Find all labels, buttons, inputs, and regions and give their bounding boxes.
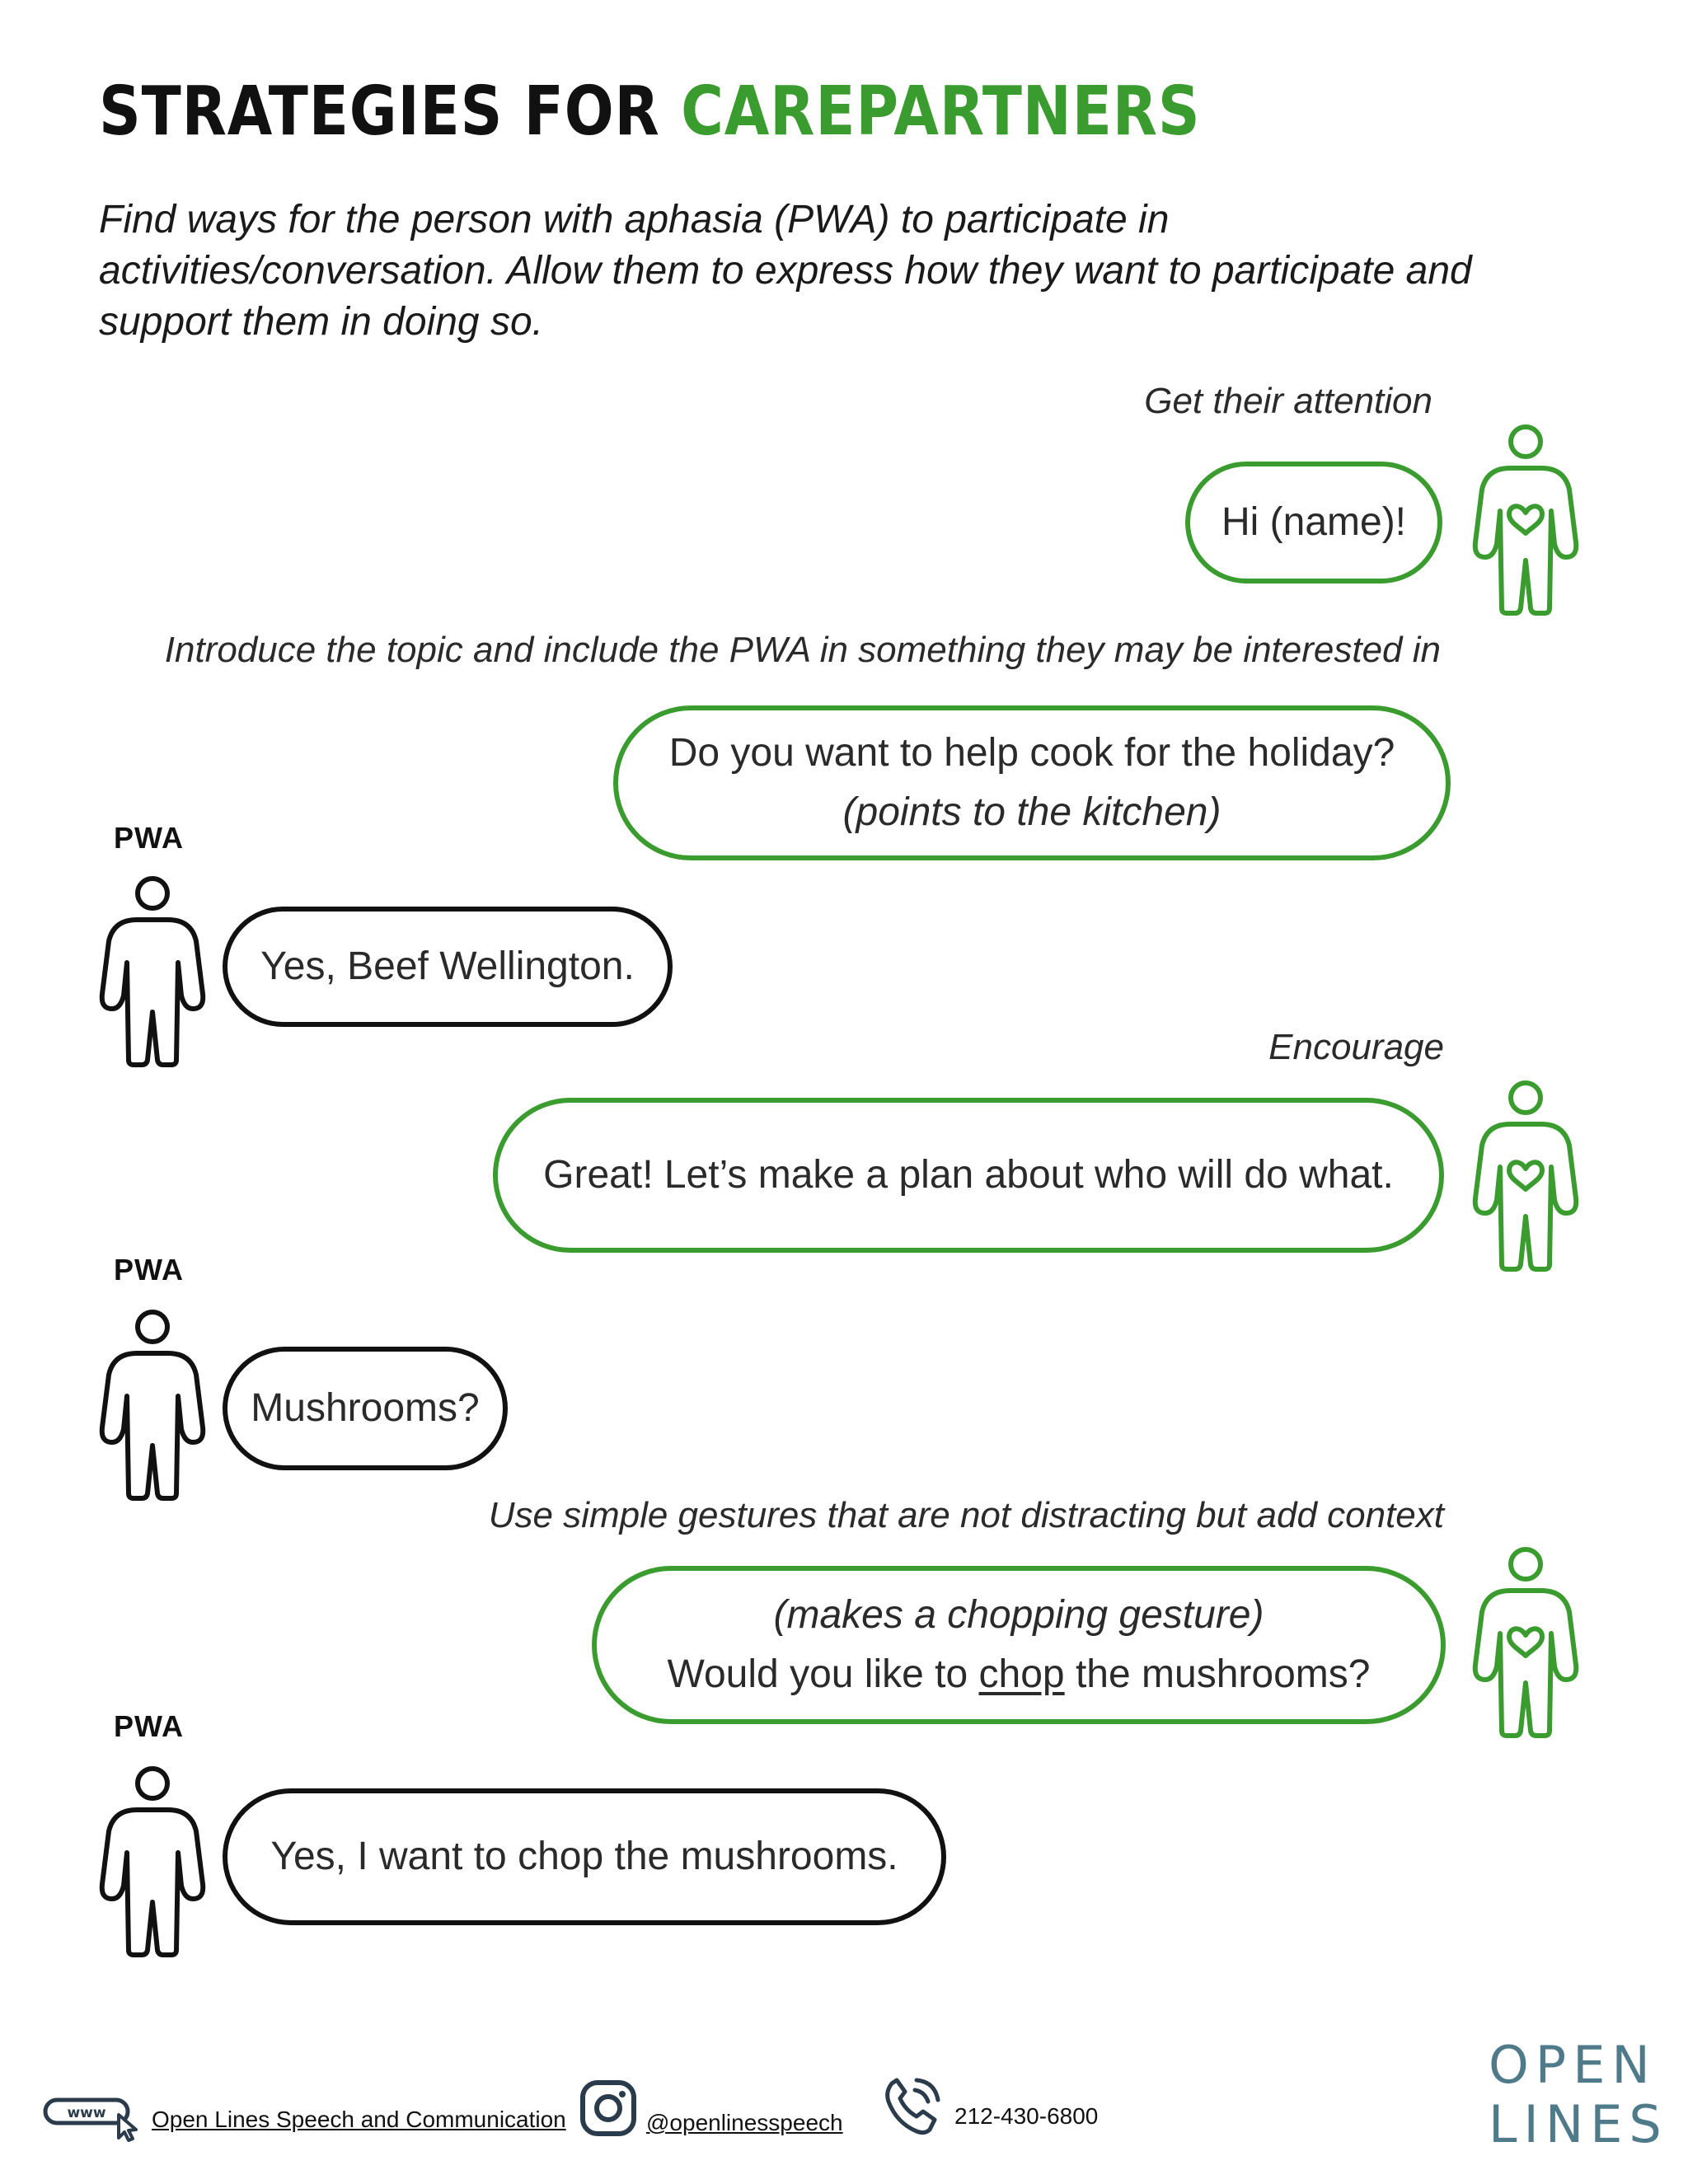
step-4-carepartner-gesture: (makes a chopping gesture) xyxy=(773,1593,1264,1637)
step-2-carepartner-line: Do you want to help cook for the holiday? xyxy=(668,731,1395,775)
logo-line-1: OPEN xyxy=(1489,2035,1657,2095)
title-part2: CAREPARTNERS xyxy=(681,73,1201,151)
step-4-caption: Use simple gestures that are not distracting but add context xyxy=(488,1495,1444,1535)
pwa-icon xyxy=(91,1305,214,1503)
title-part1: STRATEGIES FOR xyxy=(99,73,660,151)
intro-line-1: Find ways for the person with aphasia (PWA) to participate in xyxy=(99,198,1170,241)
instagram-icon[interactable] xyxy=(579,2079,638,2142)
step-4-line-after: the mushrooms? xyxy=(1064,1652,1371,1696)
step-4-line-before: Would you like to xyxy=(667,1652,979,1696)
step-1-carepartner-bubble xyxy=(1185,462,1442,583)
svg-text:www: www xyxy=(67,2105,106,2121)
step-4-carepartner-bubble xyxy=(592,1566,1446,1724)
step-4-carepartner-line xyxy=(668,1645,1371,1704)
step-3-pwa-bubble xyxy=(223,1347,508,1470)
intro-text xyxy=(99,194,1566,348)
www-cursor-icon xyxy=(43,2093,142,2147)
pwa-icon xyxy=(91,872,214,1070)
step-3-carepartner-line: Great! Let’s make a plan about who will do what. xyxy=(543,1153,1394,1197)
website-link[interactable]: Open Lines Speech and Communication xyxy=(152,2107,566,2132)
instagram-handle[interactable]: @openlinesspeech xyxy=(646,2110,843,2135)
step-2-carepartner-bubble xyxy=(613,705,1451,860)
intro-line-2: activities/conversation. Allow them to express how they want to participate and xyxy=(99,249,1472,293)
pwa-label: PWA xyxy=(114,1253,185,1286)
step-4-pwa-bubble xyxy=(223,1788,946,1925)
step-4-line-underlined: chop xyxy=(978,1652,1065,1696)
phone-number: 212-430-6800 xyxy=(954,2103,1099,2129)
page-title xyxy=(99,73,1201,151)
logo-line-2: LINES xyxy=(1489,2094,1668,2154)
step-2-pwa-bubble xyxy=(223,907,673,1027)
step-3-carepartner-bubble xyxy=(493,1098,1444,1253)
carepartner-icon xyxy=(1464,420,1587,618)
phone-icon xyxy=(879,2074,945,2144)
step-1-caption: Get their attention xyxy=(1144,381,1432,421)
pwa-label: PWA xyxy=(114,1709,185,1743)
intro-line-3: support them in doing so. xyxy=(99,300,543,344)
step-2-pwa-line: Yes, Beef Wellington. xyxy=(260,944,635,988)
step-3-caption: Encourage xyxy=(1268,1027,1444,1067)
step-4-pwa-line: Yes, I want to chop the mushrooms. xyxy=(270,1835,898,1878)
step-2-caption: Introduce the topic and include the PWA in something they may be interested in xyxy=(164,630,1441,670)
step-3-pwa-line: Mushrooms? xyxy=(251,1386,480,1430)
pwa-label: PWA xyxy=(114,821,185,855)
carepartner-icon xyxy=(1464,1076,1587,1274)
pwa-icon xyxy=(91,1762,214,1960)
open-lines-logo xyxy=(1489,2035,1668,2154)
step-1-carepartner-line: Hi (name)! xyxy=(1221,500,1407,544)
step-2-carepartner-gesture: (points to the kitchen) xyxy=(842,790,1221,834)
carepartner-icon xyxy=(1464,1543,1587,1741)
